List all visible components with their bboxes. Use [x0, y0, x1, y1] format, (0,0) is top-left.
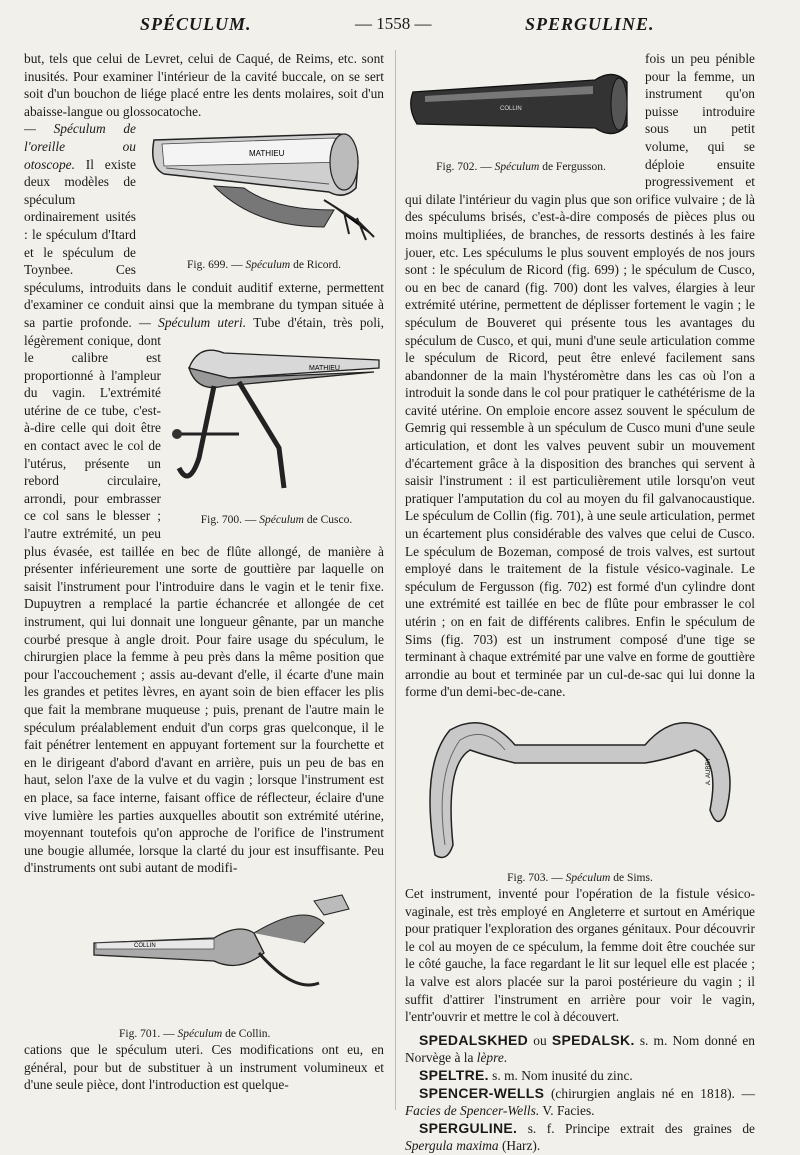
- dictionary-entries: [405, 1032, 755, 1155]
- fig702-caption: Fig. 702. — Spéculum de Fergusson.: [436, 160, 606, 173]
- page-number: — 1558 —: [355, 14, 432, 33]
- right-paragraph-1: fois un peu pénible pour la femme, un instrument qu'on puisse introduire sous un petit volume, qui se déploie ensuite progressivement et qui dilate l'intérieur du vagin plus que son orifice vulvaire ; de là des spéculums brisés, c'est-à-dire composés de pièces plus ou moins multipliées, de branches, de ressorts destinés à les faire jouer, etc. Les spéculums le plus souvent employés de nos jours sont : le spéculum de Ricord (fig. 699) ; le spéculum de Cusco, ou en bec de canard (fig. 700) dont les valves, élargies à leur extrémité utérine, permettent de déplisser fortement le vagin ; le spéculum de Bouveret qui présente tous les avantages du spéculum de Cusco, et qui, muni d'une seule articulation comme le spéculum de Ricord, peut être enlevé facilement sans abandonner de la main l'hystéromètre dans les cas où l'on a introduit la sonde dans le col pour pratiquer le cathétérisme de la cavité utérine. On emploie encore assez souvent le spéculum de Gemrig qui ressemble à un spéculum de Cusco muni d'une seule articulation, et dont les valves peuvent subir un mouvement d'écartement grâce à la disposition des branches qui servent à saisir l'instrument : il est particulièrement utile lorsqu'on veut pratiquer l'amputation du col au moyen du fil galvanocaustique. Le spéculum de Collin (fig. 701), à une seule articulation, permet un écartement plus considérable des valves que celui de Cusco. Le spéculum de Bozeman, composé de trois valves, est surtout employé dans le traitement de la fistule vésico-vaginale. Le spéculum de Fergusson (fig. 702) est formé d'un cylindre dont une extrémité est taillée en bec de flûte pour embrasser le col utérin ; on en fait de différents calibres. Enfin le spéculum de Sims (fig. 703) est un instrument composé d'une tige se terminant à chaque extrémité par une valve en forme de gouttière arrondie au bout et terminée par un cul-de-sac qui lui donne la forme d'un demi-bec-de-cane.: [405, 51, 755, 700]
- fig699-caption: Fig. 699. — Spéculum de Ricord.: [187, 258, 341, 271]
- fig701-caption: Fig. 701. — Spéculum de Collin.: [119, 1027, 271, 1040]
- fig703-caption: Fig. 703. — Spéculum de Sims.: [507, 871, 653, 884]
- column-divider: [395, 50, 396, 1110]
- entry-speltre: SPELTRE. s. m. Nom inusité du zinc.: [419, 1066, 633, 1083]
- figure-700: [169, 338, 384, 528]
- speculum-ricord-illustration: [144, 122, 384, 250]
- right-column: [405, 50, 755, 1155]
- entry-sperguline: SPERGULINE. s. f. Principe extrait des graines de Spergula maxima (Harz).: [405, 1119, 755, 1154]
- header-left: SPÉCULUM.: [140, 14, 252, 34]
- figure-702: [405, 54, 637, 172]
- left-paragraph-3: cations que le spéculum uteri. Ces modifications ont eu, en général, pour but de substituer à un instrument volumineux et d'une seule pièce, dont l'introduction est quelque-: [24, 1041, 384, 1093]
- entry-spencer-wells: SPENCER-WELLS (chirurgien anglais né en 1818). — Facies de Spencer-Wells. V. Facies.: [405, 1084, 755, 1119]
- figure-701: [24, 883, 384, 1041]
- left-paragraph-2-tail: Tube d'étain, très poli, légèrement conique, dont le calibre est proportionné à l'ampleur du vagin. L'extrémité utérine de ce tube, c'est-à-dire celle qui doit être en contact avec le col de l'utérus, présente un rebord circulaire, arrondi, pour embrasser ce col sans le blesser ; l'autre extrémité, un peu plus évasée, est taillée en bec de flûte allongé, de manière à présenter inférieurement une sorte de gouttière par laquelle on saisit l'instrument pour l'introduire dans le vagin et le tenir fixe. Dupuytren a remplacé la partie échancrée et allongée de cet instrument, qui lui donnait une longueur gênante, par un manche courbé presque à angle droit. Pour faire usage du spéculum, le chirurgien place la femme à peu près dans la même position que pour l'accouchement ; assis au-devant d'elle, il écarte d'une main les grandes et petites lèvres, en ayant soin de bien effacer les plis que fait la membrane muqueuse ; puis, prenant de l'autre main le spéculum préalablement enduit d'un corps gras quelconque, il le fait pénétrer lentement en appuyant fortement sur la fourchette et en le dirigeant d'abord d'avant en arrière, puis un peu de bas en haut, selon l'axe de la vulve et du vagin ; lorsque l'instrument est en place, sa face interne, faisant office de réflecteur, éclaire d'une vive lumière les parties auxquelles aboutit son extrémité utérine, moyennant toutefois qu'on approche de l'orifice de l'instrument une bougie allumée, lorsque la clarté du jour est insuffisante. Peu d'instruments ont subi autant de modifi-: [24, 314, 384, 876]
- figure-699: [144, 122, 384, 272]
- speculum-collin-illustration: [24, 883, 384, 1019]
- page-header: [0, 14, 800, 42]
- fig700-engraving: MATHIEU: [309, 364, 340, 372]
- fig701-engraving: COLLIN: [134, 942, 156, 949]
- right-paragraph-2: Cet instrument, inventé pour l'opération de la fistule vésico-vaginale, est très employé en Angleterre et surtout en Amérique pour pratiquer l'exploration des organes génitaux. Pour découvrir le col au moyen de ce spéculum, la femme doit être couchée sur le côté gauche, la face regardant le lit sur lequel elle est placée ; la valve est alors placée sur la paroi postérieure du vagin ; il suffit d'attirer l'instrument en arrière pour voir le vagin, l'entr'ouvrir et mettre le col à découvert.: [405, 885, 755, 1025]
- fig700-caption: Fig. 700. — Spéculum de Cusco.: [200, 514, 353, 527]
- left-paragraph-2: Il existe deux modèles de spéculum ordinairement usités : le spéculum d'Itard et le spéculum de Toynbee. Ces spéculums, introduits dans le conduit auditif externe, permettent d'examiner ce conduit ainsi que la membrane du tympan située à sa partie profonde.: [24, 156, 384, 330]
- entry-spedalskhed: SPEDALSKHED ou SPEDALSK. s. m. Nom donné en Norvège à la lèpre.: [405, 1031, 755, 1066]
- fig699-engraving: MATHIEU: [249, 149, 285, 159]
- speculum-cusco-illustration: [169, 338, 384, 506]
- fig703-engraving: A. AUBRY: [706, 757, 712, 785]
- speculum-sims-illustration: [405, 705, 755, 863]
- left-column: [24, 50, 384, 1094]
- header-right: SPERGULINE.: [525, 14, 655, 34]
- otoscope-heading: — Spéculum de l'oreille ou otoscope.: [24, 121, 136, 172]
- speculum-fergusson-illustration: [405, 54, 637, 152]
- figure-703: [405, 705, 755, 885]
- fig702-engraving: COLLIN: [500, 106, 522, 112]
- uteri-heading: — Spéculum uteri.: [131, 314, 247, 330]
- left-paragraph-1: but, tels que celui de Levret, celui de Caqué, de Reims, etc. sont inusités. Pour examiner l'intérieur de la cavité buccale, on se sert soit d'un bouchon de liége placé entre les dents molaires, soit d'un abaisse-langue ou glossocatoche.: [24, 51, 384, 119]
